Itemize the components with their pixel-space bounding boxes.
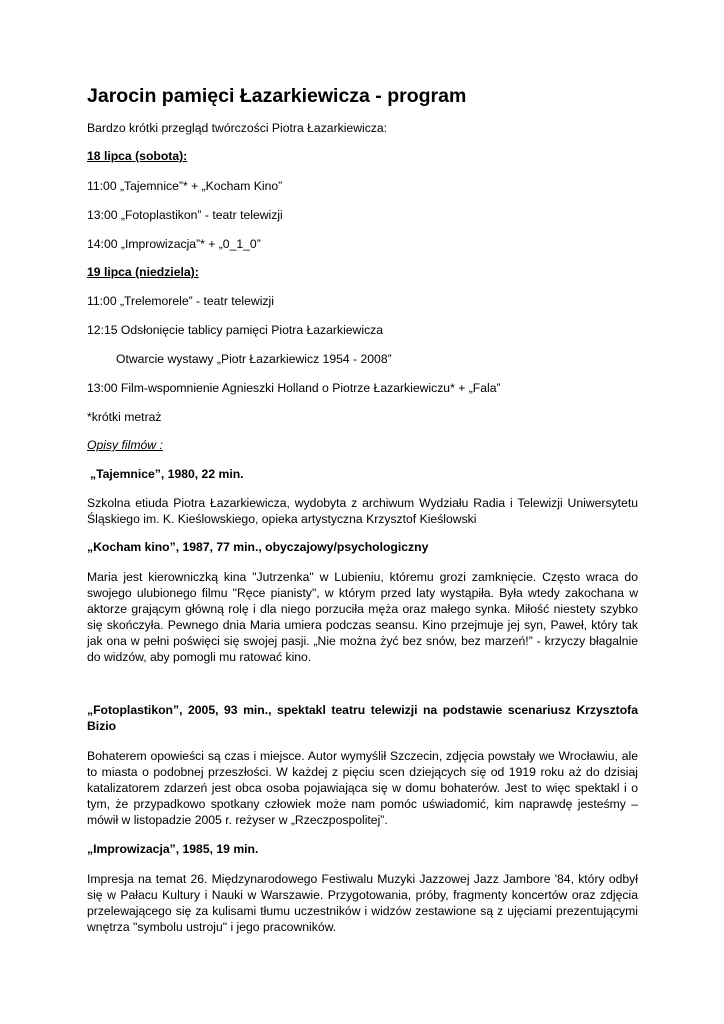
footnote: *krótki metraż [87,410,162,424]
document-title: Jarocin pamięci Łazarkiewicza - program [87,85,467,107]
day2-heading: 19 lipca (niedziela): [87,265,199,279]
film-description: Maria jest kierowniczką kina "Jutrzenka" w Lubieniu, któremu grozi zamknięcie. Często wraca do swojego ulubionego filmu "Ręce pianisty", w którym przed laty wystąpiła. Była wtedy zakochana w aktorze grającym główną rolę i dla niego porzuciła męża oraz małego synka. Miłość niestety szybko się skończyła. Pewnego dnia Maria umiera podczas seansu. Kino przejmuje jej syn, Paweł, który tak jak ona w pełni poświęci się swojej pasji. „Nie można żyć bez snów, bez marzeń!” - krzyczy błagalnie do widzów, aby pomogli mu ratować kino. [87,570,638,664]
film-title: „Improwizacja”, 1985, 19 min. [87,842,259,856]
schedule-item: Otwarcie wystawy „Piotr Łazarkiewicz 1954 - 2008” [116,352,392,366]
film-description: Impresja na temat 26. Międzynarodowego Festiwalu Muzyki Jazzowej Jazz Jambore '84, który odbył się w Pałacu Kultury i Nauki w Warszawie. Przygotowania, próby, fragmenty koncertów oraz zdjęcia przelewającego się za kulisami tłumu uczestników i widzów zestawione są z ujęciami prezentującymi wnętrza "symbolu ustroju" i jego pracowników. [87,872,638,934]
film-title: „Kocham kino”, 1987, 77 min., obyczajowy/psychologiczny [87,540,429,554]
schedule-item: 11:00 „Trelemorele” - teatr telewizji [87,294,274,308]
film-title: „Tajemnice”, 1980, 22 min. [90,467,244,481]
schedule-item: 13:00 Film-wspomnienie Agnieszki Holland o Piotrze Łazarkiewiczu* + „Fala” [87,381,501,395]
schedule-item: 11:00 „Tajemnice”* + „Kocham Kino” [87,179,283,193]
film-title: „Fotoplastikon”, 2005, 93 min., spektakl teatru telewizji na podstawie scenariusz Krzysztofa Bizio [87,703,638,733]
opisy-heading: Opisy filmów : [87,438,163,452]
film-description: Szkolna etiuda Piotra Łazarkiewicza, wydobyta z archiwum Wydziału Radia i Telewizji Uniwersytetu Śląskiego im. K. Kieślowskiego, opieka artystyczna Krzysztof Kieślowski [87,496,638,526]
day1-heading: 18 lipca (sobota): [87,149,188,163]
schedule-item: 12:15 Odsłonięcie tablicy pamięci Piotra Łazarkiewicza [87,323,384,337]
film-description: Bohaterem opowieści są czas i miejsce. Autor wymyślił Szczecin, zdjęcia powstały we Wrocławiu, ale to miasta o podobnej przeszłości. W każdej z pięciu scen dziejących się od 1919 roku aż do dzisiaj katalizatorem zdarzeń jest obca osoba pojawiająca się w domu bohaterów. Jest to więc spektakl i o tym, że przypadkowo spotkany człowiek może nam pomóc uświadomić, kim naprawdę jesteśmy – mówił w listopadzie 2005 r. reżyser w „Rzeczpospolitej”. [87,749,638,827]
intro-text: Bardzo krótki przegląd twórczości Piotra Łazarkiewicza: [87,121,388,135]
schedule-item: 13:00 „Fotoplastikon” - teatr telewizji [87,208,283,222]
document-page [87,84,638,935]
schedule-item: 14:00 „Improwizacja”* + „0_1_0” [87,237,261,251]
